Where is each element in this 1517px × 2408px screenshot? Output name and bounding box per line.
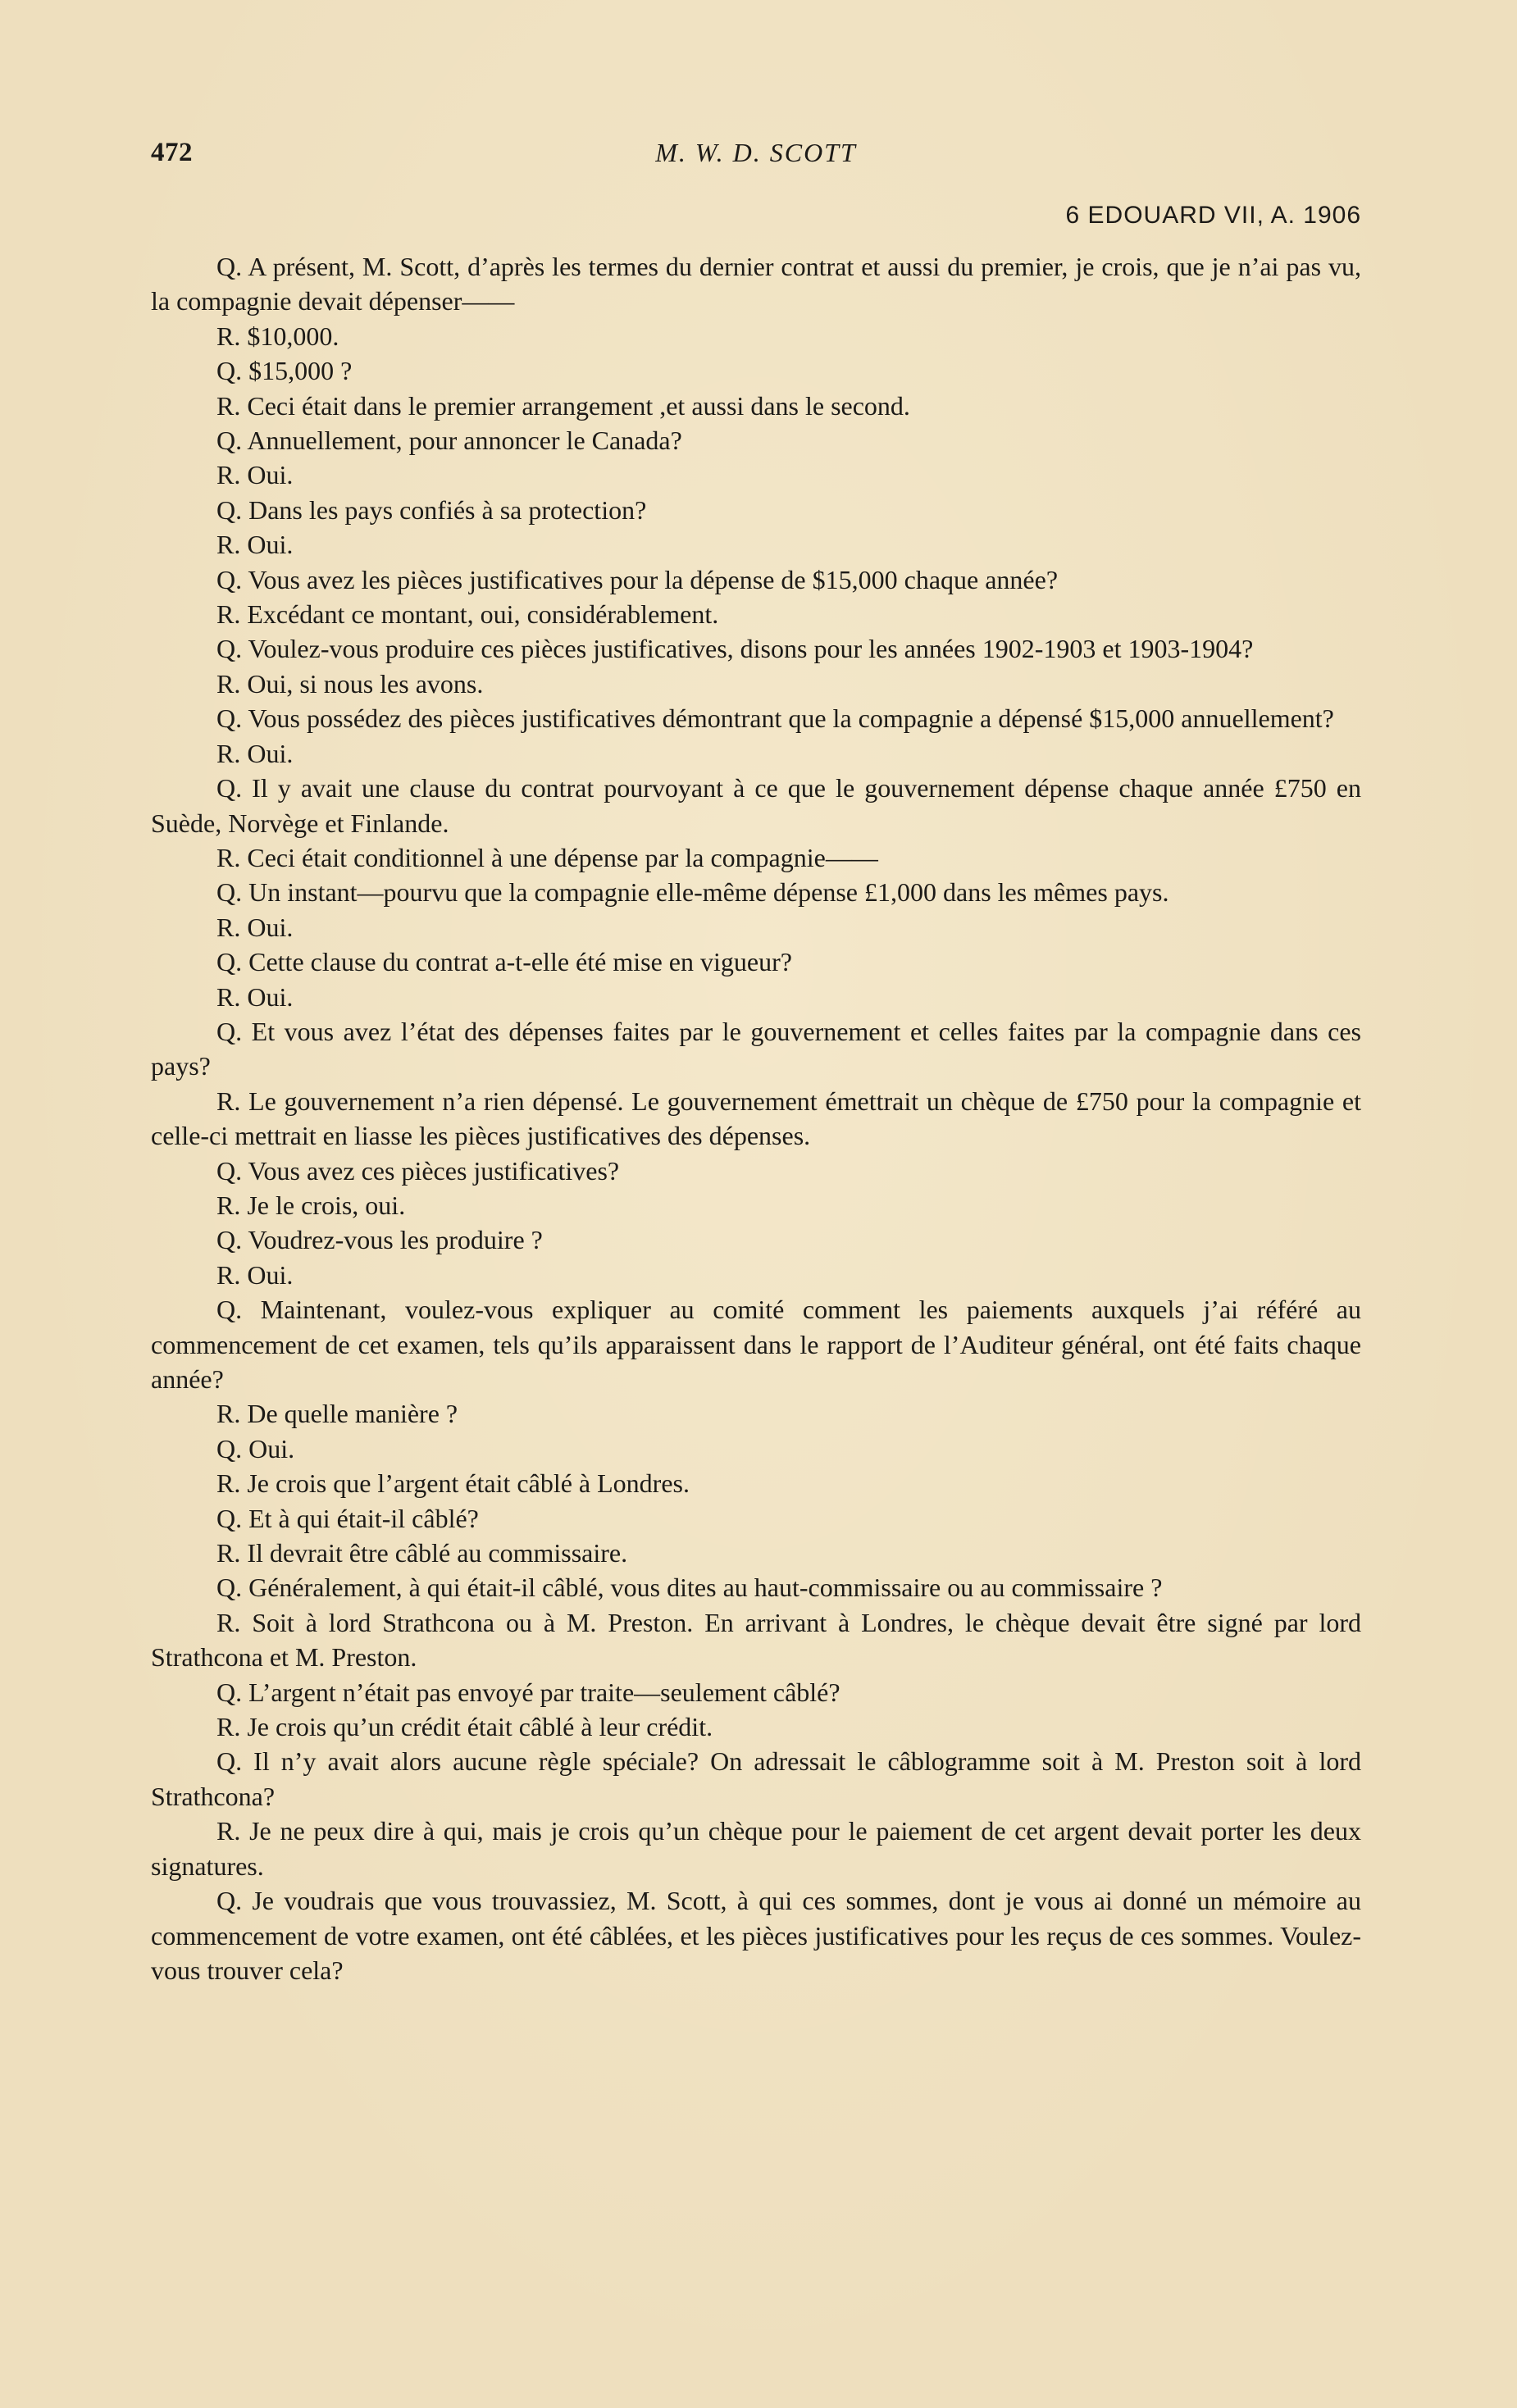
paragraph: Q. Vous avez ces pièces justificatives? <box>216 1155 620 1186</box>
paragraph: Q. Et vous avez l’état des dépenses faites par le gouvernement et celles faites par la compagnie dans ces pays? <box>151 1016 1361 1081</box>
paragraph: Q. Généralement, à qui était-il câblé, vous dites au haut-commissaire ou au commissaire ? <box>216 1573 1163 1603</box>
paragraph: R. Soit à lord Strathcona ou à M. Preston. En arrivant à Londres, le chèque devait être signé par lord Strathcona et M. Preston. <box>151 1607 1361 1673</box>
paragraph: Q. Un instant—pourvu que la compagnie elle-même dépense £1,000 dans les mêmes pays. <box>216 877 1169 908</box>
paragraph: R. Ceci était conditionnel à une dépense par la compagnie—— <box>216 842 878 872</box>
paragraph: Q. L’argent n’était pas envoyé par traite—seulement câblé? <box>216 1677 840 1707</box>
paragraph: Q. Voulez-vous produire ces pièces justificatives, disons pour les années 1902-1903 et 1903-1904? <box>216 634 1254 664</box>
paragraph: Q. Dans les pays confiés à sa protection? <box>216 494 647 525</box>
paragraph: R. Le gouvernement n’a rien dépensé. Le gouvernement émettrait un chèque de £750 pour la compagnie et celle-ci mettrait en liasse les pièces justificatives des dépenses. <box>151 1086 1361 1151</box>
paragraph: Q. Je voudrais que vous trouvassiez, M. Scott, à qui ces sommes, dont je vous ai donné un mémoire au commencement de votre examen, ont été câblées, et les pièces justificatives pour les reçus de ces sommes. Voulez-vous trouver cela? <box>151 1886 1361 1985</box>
paragraph: R. Oui. <box>216 530 294 560</box>
testimony-body <box>151 249 1361 1987</box>
paragraph: R. Je ne peux dire à qui, mais je crois qu’un chèque pour le paiement de cet argent devait porter les deux signatures. <box>151 1816 1361 1881</box>
paragraph: Q. Vous avez les pièces justificatives pour la dépense de $15,000 chaque année? <box>216 564 1059 594</box>
paragraph: R. Ceci était dans le premier arrangement ,et aussi dans le second. <box>216 390 910 421</box>
paragraph: R. Oui. <box>216 981 294 1012</box>
paragraph: Q. $15,000 ? <box>216 356 353 386</box>
paragraph: R. Je crois qu’un crédit était câblé à leur crédit. <box>216 1712 713 1742</box>
paragraph: R. Oui. <box>216 738 294 768</box>
paragraph: R. $10,000. <box>216 321 339 351</box>
paragraph: R. Je crois que l’argent était câblé à Londres. <box>216 1468 690 1499</box>
paragraph: Q. Annuellement, pour annoncer le Canada? <box>216 426 682 456</box>
paragraph: R. Oui. <box>216 912 294 942</box>
paragraph: Q. Maintenant, voulez-vous expliquer au comité comment les paiements auxquels j’ai référé au commencement de cet examen, tels qu’ils apparaissent dans le rapport de l’Auditeur général, ont été faits chaque année? <box>151 1295 1361 1394</box>
paragraph: Q. Il y avait une clause du contrat pourvoyant à ce que le gouvernement dépense chaque année £750 en Suède, Norvège et Finlande. <box>151 773 1361 838</box>
paragraph: Q. Oui. <box>216 1433 295 1463</box>
paragraph: R. Oui. <box>216 460 294 490</box>
paragraph: R. Oui. <box>216 1259 294 1290</box>
paragraph: Q. Vous possédez des pièces justificatives démontrant que la compagnie a dépensé $15,000 annuellement? <box>216 703 1334 734</box>
paragraph: R. Excédant ce montant, oui, considérablement. <box>216 599 719 630</box>
page-header <box>151 138 1361 179</box>
paragraph: Q. Il n’y avait alors aucune règle spéciale? On adressait le câblogramme soit à M. Preston soit à lord Strathcona? <box>151 1746 1361 1811</box>
paragraph: R. Il devrait être câblé au commissaire. <box>216 1538 628 1568</box>
paragraph: Q. A présent, M. Scott, d’après les termes du dernier contrat et aussi du premier, je crois, que je n’ai pas vu, la compagnie devait dépenser—— <box>151 252 1361 316</box>
paragraph: Q. Et à qui était-il câblé? <box>216 1503 479 1533</box>
paragraph: Q. Voudrez-vous les produire ? <box>216 1225 543 1255</box>
session-line: 6 EDOUARD VII, A. 1906 <box>1065 202 1361 229</box>
page-number: 472 <box>151 138 193 167</box>
paragraph: R. De quelle manière ? <box>216 1399 458 1429</box>
paragraph: Q. Cette clause du contrat a-t-elle été mise en vigueur? <box>216 947 792 977</box>
paragraph: R. Je le crois, oui. <box>216 1190 406 1220</box>
running-title: M. W. D. SCOTT <box>655 138 857 167</box>
paragraph: R. Oui, si nous les avons. <box>216 668 484 699</box>
